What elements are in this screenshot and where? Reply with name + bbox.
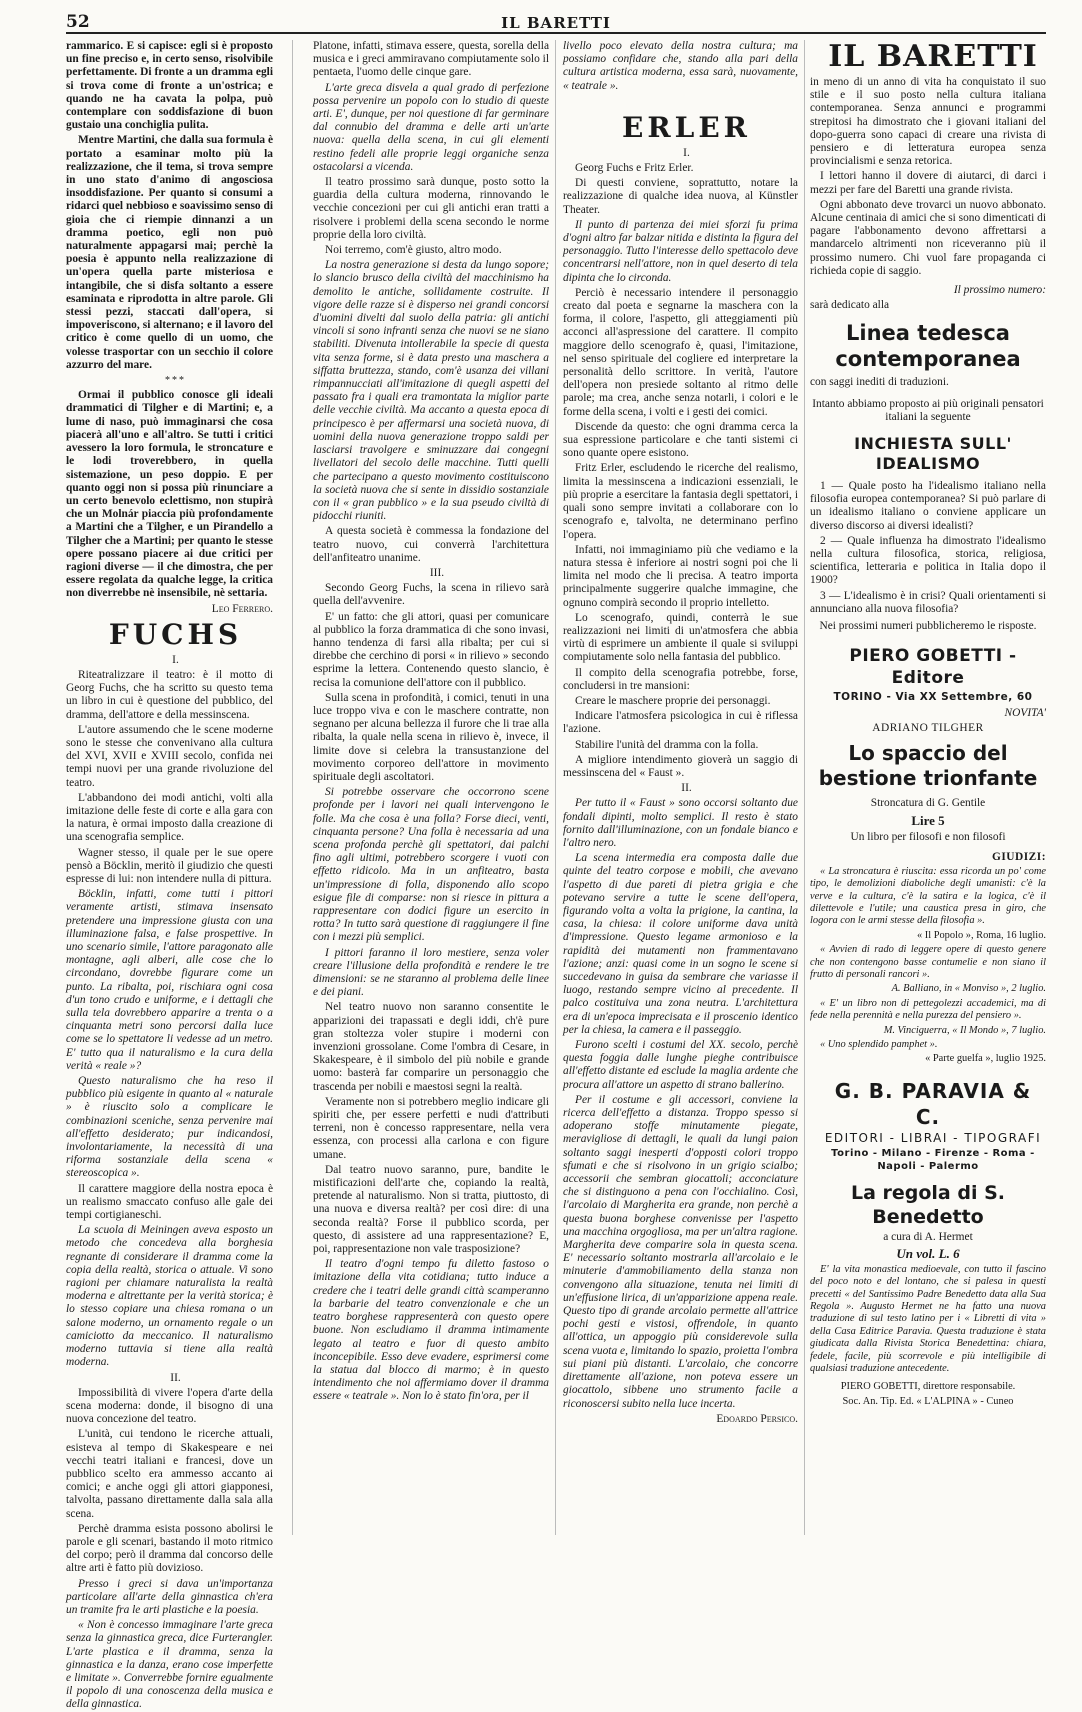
paravia-cities: Torino - Milano - Firenze - Roma - Napoli - Palermo — [831, 1148, 1035, 1173]
column-2 — [313, 40, 549, 1535]
paragraph: Discende da questo: che ogni dramma cerca la sua espressione particolare e che tanti sistemi ci sono quante opere esistono. — [563, 420, 798, 460]
review-source: « Il Popolo », Roma, 16 luglio. — [916, 929, 1046, 941]
quote-paragraph: L'arte greca disvela a qual grado di perfezione possa pervenire un popolo con lo studio di queste arti. E', dunque, per noi questione di far germinare dal connubio del dramma e delle arti un'arte nuova: quella della scena, in cui gli elementi restino fedeli alle proprie leggi organiche senza ostacolarsi a vicenda. — [313, 81, 549, 173]
signature: Leo Ferrero. — [211, 602, 273, 615]
paragraph: Dal teatro nuovo saranno, pure, bandite le mistificazioni dell'arte che, copiando la realtà, pretende al naturalismo. Non si tratta, piuttosto, di una nuova e diversa realtà? per così dire: di una seconda realtà? Forse il pubblico scorda, per questo, di assistere ad una rappresentazione? E, poi, rappresentazione non vale trasposizione? — [313, 1163, 549, 1256]
regola-title: La regola di S. Benedetto — [850, 1182, 1006, 1229]
linea-title: Linea tedesca contemporanea — [835, 321, 1021, 372]
paragraph: I lettori hanno il dovere di aiutarci, di darci i mezzi per fare del Baretti una grande rivista. — [810, 170, 1046, 196]
quote-paragraph: Böcklin, infatti, come tutti i pittori veramente artisti, stimava insensato pretendere una impressione giusta con una illuminazione falsa, e false prospettive. In uno scenario simile, l'attore paragonato alle montagne, agli alberi, alle cose che lo circondano, dovrebbe figurare come un punto. La ribalta, poi, rischiara ogni cosa d'un tono crudo e uniforme, e i dettagli che sulla tela dovrebbero apparire a trenta o a cinquanta metri sono percorsi dalla luce come se lo spettatore li vedesse ad un metro. E' tutto qua il naturalismo e la cura della verità « reale »? — [66, 888, 273, 1072]
regola-price: Un vol. L. 6 — [896, 1245, 960, 1261]
paragraph: Riteatralizzare il teatro: è il motto di Georg Fuchs, che ha scritto su questo tema un libro in cui è questione del pubblico, del dramma, dell'attore e della messinscena. — [66, 668, 273, 721]
paragraph: Stabilire l'unità del dramma con la folla. — [575, 738, 759, 751]
paragraph: Ogni abbonato deve trovarci un nuovo abbonato. Alcune centinaia di amici che si sono dimenticati di pagare l'abbonamento devono affrettarsi a mandarcelo altrimenti non riceveranno più il prossimo numero. Chi vuol fare propaganda ci richieda copie di saggio. — [810, 198, 1046, 277]
paragraph: Il compito della scenografia potrebbe, forse, concludersi in tre mansioni: — [563, 666, 798, 692]
section-number: I. — [172, 653, 179, 666]
paragraph: Platone, infatti, stimava essere, questa, sorella della musica e i greci ammiravano compiutamente solo il pentaeta, l'uomo delle cinque gare. — [313, 40, 549, 79]
novita-label: NOVITA' — [1004, 706, 1046, 719]
quote-paragraph: Per tutto il « Faust » sono occorsi soltanto due fondali dipinti, molto semplici. Il resto è stato fornito dall'illuminazione, con un fondale bianco e l'altro nero. — [563, 797, 798, 849]
quote-paragraph: Questo naturalismo che ha reso il pubblico più esigente in quanto al « naturale » è riuscito solo a complicare le combinazioni sceniche, senza pervenire mai all'effetto desiderato; pur indicandosi, involontariamente, la necessità di una riforma sostanziale della scena « stereoscopica ». — [66, 1075, 273, 1180]
paragraph: rammarico. E si capisce: egli si è proposto un fine preciso e, in certo senso, risolvibile perfettamente. Di fronte a un dramma egli si trova come di fronte a un'ostrica; e quando ne ha cavata la polpa, può contemplare con soddisfazione di buon gustaio una conchiglia pulita. — [66, 40, 273, 132]
paragraph: Di questi conviene, soprattutto, notare la realizzazione di qualche idea nuova, al Künstler Theater. — [563, 177, 798, 216]
paragraph: Impossibilità di vivere l'opera d'arte della scena moderna: donde, il bisogno di una nuova concezione del teatro. — [66, 1386, 273, 1426]
paragraph: Infatti, noi immaginiamo più che vediamo e la natura stessa è inferiore ai nostri sogni poi che li limita nel modo che li precisa. A teatro importa principalmente suggerire qualche immagine, che ognuno compirà secondo il proprio intelletto. — [563, 543, 798, 609]
section-title-fuchs: FUCHS — [108, 617, 243, 651]
author-name: ADRIANO TILGHER — [872, 721, 984, 734]
review-quote: « Uno splendido pamphet ». — [820, 1039, 938, 1050]
paragraph: A migliore intendimento gioverà un saggio di messinscena del « Faust ». — [563, 753, 798, 779]
price-note: Un libro per filosofi e non filosofi — [850, 831, 1006, 844]
paragraph: Fritz Erler, escludendo le ricerche del realismo, limita la messinscena a indicazioni essenziali, le più proprie a esercitare la fantasia degli spettatori, i quali sono sempre invitati a collaborare con lo scenografo e, talvolta, ne determinano perfino l'opera. — [563, 462, 798, 541]
review-quote: « E' un libro non di pettegolezzi accademici, ma di fede nella perennità e nella purezza del pensiero ». — [810, 997, 1046, 1022]
quote-paragraph: La scena intermedia era composta dalle due quinte del teatro corpose e mobili, che avevano l'aspetto di due pareti di pietra grigia e che potevano servire a tutte le scene dell'opera, figurando volta a volta la prigione, la cantina, la casa, la chiesa: il colore uniforme dava unità d'impressione. Questo legame armonioso e la rapidità dei mutamenti non frammentavano l'azione; anzi: quasi come in un sogno le scene si succedevano in guisa da sembrare che variasse il luogo, restando sempre vicino al precedente. Il palco costituiva una zona neutra. L'architettura era di un'epoca imprecisata e il proscenio identico per la chiesa, la camera e il passeggio. — [563, 852, 798, 1036]
review-quote: « La stroncatura è riuscita: essa ricorda un po' come tipo, le demolizioni diaboliche degli umanisti: c'è la verve e la cultura, c'è la satira e la logica, c'è il dilettevole e l'utile; una caustica presa in giro, che logora con le armi stesse della filosofia ». — [810, 865, 1046, 927]
regola-text: E' la vita monastica medioevale, con tutto il fascino del poco noto e del lontano, che si palesa in questi precetti « del Santissimo Padre Benedetto data alla Sua Regola ». Augusto Hermet ne ha fatto una nuova traduzione di sul testo latino per i « Libretti di vita » della Casa Editrice Paravia. Questa traduzione è stata giudicata dalla Rivista Storica Benedettina: chiara, fedele, facile, più scorrevole e più intelligibile di qualsiasi traduzione antecedente. — [810, 1263, 1046, 1375]
section-number: II. — [170, 1371, 181, 1384]
signature: Edoardo Persico. — [716, 1412, 798, 1425]
gobetti-address: TORINO - Via XX Settembre, 60 — [833, 691, 1033, 704]
paragraph: Wagner stesso, il quale per le sue opere pensò a Böcklin, meritò il giudizio che questi espresse di lui: non intendere nulla di pittura. — [66, 846, 273, 885]
section-number: III. — [429, 566, 445, 579]
column-4 — [810, 40, 1046, 1535]
question: 1 — Quale posto ha l'idealismo italiano nella filosofia europea contemporanea? Si può parlare di un idealismo italiano o conviene applicare un diverso discorso ai diversi idealisti? — [810, 480, 1046, 532]
gobetti-title: PIERO GOBETTI - Editore — [849, 646, 1017, 689]
spaccio-title: Lo spaccio del bestione trionfante — [818, 740, 1038, 790]
column-divider — [555, 40, 556, 1535]
paragraph: Secondo Georg Fuchs, la scena in rilievo sarà quella dell'avvenire. — [313, 582, 549, 608]
price: Lire 5 — [911, 813, 945, 829]
paragraph: E' un fatto: che gli attori, quasi per comunicare al pubblico la forza drammatica di che sono invasi, hanno tendenza di farsi alla ribalta; per cui si direbbe che cerchino di porsi « in rilievo » secondo esprime la lettera. Contenendo questo slancio, è recisa la comunione dell'attore con il pubblico. — [313, 610, 549, 689]
next-issue-text: sarà dedicato alla — [810, 299, 890, 312]
quote-paragraph: Furono scelti i costumi del XX. secolo, perchè questa foggia dalle lunghe pieghe contribuisce all'effetto distante ed esclude la maglia ardente che procura all'attore un aspetto di strano ballerino. — [563, 1039, 798, 1091]
paragraph: Georg Fuchs e Fritz Erler. — [575, 162, 694, 175]
linea-subtitle: con saggi inediti di traduzioni. — [810, 376, 949, 389]
paragraph: Lo scenografo, quindi, conterrà le sue realizzazioni nei limiti di un'atmosfera che abbia virtù di esprimere un ambiente il quale si sviluppi compiutamente solo nella fantasia del pubblico. — [563, 611, 798, 664]
paragraph: A questa società è commessa la fondazione del teatro nuovo, cui converrà l'architettura dell'anfiteatro unanime. — [313, 525, 549, 564]
paragraph: Noi terremo, com'è giusto, altro modo. — [325, 244, 502, 257]
paragraph: Sulla scena in profondità, i comici, tenuti in una luce troppo viva e con le maschere contratte, non segnano per alcuna bellezza il furore che li trae alla ribalta, la quale nella scena in rilievo è, invece, il limite dove si celebra la transustanzione del movimento corporeo dell'attore in movimento spirituale degli ascoltatori. — [313, 691, 549, 783]
section-number: I. — [683, 146, 690, 159]
paragraph: L'abbandono dei modi antichi, volti alla imitazione delle feste di corte e alla gara con la natura, è ormai imposto dalla creazione di una scenografia semplice. — [66, 791, 273, 844]
regola-subtitle: a cura di A. Hermet — [883, 1231, 973, 1244]
quote-paragraph: « Non è concesso immaginare l'arte greca senza la ginnastica greca, dice Furterangler. L'arte plastica e il dramma, senza la ginnastica e la danza, erano cose imperfette e limitate ». Converrebbe fornire egualmente il popolo di una conoscenza della musica e della ginnastica. — [66, 1619, 273, 1711]
question: 2 — Quale influenza ha dimostrato l'idealismo nella cultura filosofica, storica, religiosa, scientifica, letteraria e politica in Italia dopo il 1900? — [810, 534, 1046, 587]
quote-paragraph: I pittori faranno il loro mestiere, senza voler creare l'illusione della profondità e rendere le tre dimensioni: se ne staranno al problema delle linee e dei piani. — [313, 946, 549, 999]
section-title-erler: ERLER — [622, 110, 751, 144]
quote-paragraph: La nostra generazione si desta da lungo sopore; lo slancio brusco della civiltà del macchinismo ha demolito le antiche, sollidamente costruite. Il vigore delle razze si è disperso nei grandi concorsi d'uomini divelti dal suolo della patria: gli antichi vincoli si sono infranti senza che nuovi se ne siano stabiliti. Divenuta intollerabile la specie di questa vita senza forme, si è data presto una maschera a siffatta bruttezza, stando, com'è usanza dei villani rimpannucciati all'imitazione di quegli aspetti del passato fra i quali era tramontata la miglior parte delle vecchie civiltà. Ma accanto a questa epoca di principesco è per affermarsi una società nuova, di uomini della nuova generazione troppo saldi per lasciarsi travolgere e sminuzzare dai congegni livellatori del secolo delle macchine. Tutti quelli che partecipano a questo movimento costituiscono la società nuova che si sente in dissidio sostanziale con il « gran pubblico » e la sua pseudo civiltà di pidocchi riuniti. — [313, 259, 549, 523]
running-title: IL BARETTI — [501, 14, 611, 32]
column-divider — [804, 40, 805, 1535]
giudizi-label: GIUDIZI: — [991, 850, 1046, 863]
separator-stars: *** — [165, 375, 186, 387]
paravia-subtitle: EDITORI - LIBRAI - TIPOGRAFI — [824, 1130, 1042, 1145]
quote-paragraph: La scuola di Meiningen aveva esposto un metodo che concedeva alla borghesia regnante di considerare il dramma come la copia della realtà, storica o attuale. Vi sono ragioni per chiamare naturalista la realtà moderna e altrettante per la verità storica; è lo stesso copiare una chiesa romana o un salone moderno, un ornamento regale o un camiciotto da meccanico. Il naturalismo moderno tuttavia si tiene alla realtà moderna. — [66, 1224, 273, 1369]
paragraph: Mentre Martini, che dalla sua formula è portato a esaminar molto più la realizzazione, che il tema, si trova sempre in uno stato d'animo di angosciosa insoddisfazione. Per quanto si consumi a ridarci quel nebbioso e soavissimo senso di gioia che ci riempie dinnanzi a un dramma poetico, egli non può naturalmente appagarsi mai; perchè la poesia è appunto nella realizzazione di un'opera quella parte misteriosa e intangibile, che si disfa soltanto a essere esaminata e riprodotta in altre parole. Gli stessi pezzi, staccati dall'opera, si impoveriscono, si alternano; e il lavoro del critico è come quello di un uomo, che volesse trasportar con un secchio il colore azzurro del mare. — [66, 134, 273, 371]
answers-note: Nei prossimi numeri pubblicheremo le risposte. — [819, 620, 1037, 633]
review-source: « Parte guelfa », luglio 1925. — [925, 1053, 1046, 1065]
page-header — [66, 6, 1046, 34]
paragraph: Creare le maschere proprie dei personaggi. — [575, 694, 771, 707]
column-1 — [66, 40, 273, 1711]
next-issue-label: Il prossimo numero: — [953, 284, 1046, 297]
quote-paragraph: Il teatro d'ogni tempo fu diletto fastoso o imitazione della vita cotidiana; tutto induce a credere che i teatri delle grandi città scamperanno la barbarie del teatro convenzionale e che un teatro borghese rappresenterà con questo opere buone. Non escludiamo il dramma intimamente legato al teatro e fuor di questo ambito inconcepibile. Esso deve evadere, esprimersi come la statua dal blocco di marmo; è in questo intendimento che noi affermiamo dover il dramma essere « teatrale ». Non lo è stato fin'ora, per il — [313, 1258, 549, 1403]
review-quote: « Avvien di rado di leggere opere di questo genere che non contengono basse contumelie e non siano il frutto di personali rancori ». — [810, 944, 1046, 980]
paravia-title: G. B. PARAVIA & C. — [834, 1078, 1032, 1129]
paragraph: Intanto abbiamo proposto ai più originali pensatori italiani la seguente — [812, 397, 1044, 423]
paragraph: Il carattere maggiore della nostra epoca è un realismo smaccato confuso alle gale dei tempi cortigianeschi. — [66, 1182, 273, 1222]
column-divider — [292, 40, 293, 1535]
paragraph: L'unità, cui tendono le ricerche attuali, esisteva al tempo di Skakespeare e nei vecchi teatri italiani e francesi, dove un pubblico scelto era ammesso accanto ai comici; e anche oggi gli attori giapponesi, talvolta, passano direttamente dalla sala alla scena. — [66, 1428, 273, 1520]
review-source: M. Vinciguerra, « Il Mondo », 7 luglio. — [883, 1024, 1046, 1036]
quote-paragraph: Il punto di partenza dei miei sforzi fu prima d'ogni altro far balzar nitida e distinta la figura del personaggio. Tutto l'interesse dello spettacolo deve concentrarsi nell'attore, non in quel deserto di tela dipinta che lo circonda. — [563, 218, 798, 284]
paragraph: Veramente non si potrebbero meglio indicare gli spiriti che, per essere perfetti e nudi d'attributi terreni, non è concesso rappresentare, nella vera essenza, con processi alla carlona e con figure umane. — [313, 1095, 549, 1161]
paragraph: Ormai il pubblico conosce gli ideali drammatici di Tilgher e di Martini; e, a lume di naso, può immaginarsi che cosa piacerà all'uno e all'altro. Se tutti i critici avessero la loro formula, le stroncature e le lodi troverebbero, in quella sistemazione, un peso doppio. E per quanto oggi non si possa più rinunciare a un certo benevolo eclettismo, non stupirà che un Molnár piaccia più profondamente a Martini che a Tilgher, e un Pirandello a Tilgher che a Martini; per quanto le stesse opere possano piacere ai due critici per ragioni diverse — il che dimostra, che per essere regolata da qualche legge, la critica non diverrebbe nè insensibile, nè settaria. — [66, 389, 273, 600]
paragraph: L'autore assumendo che le scene moderne sono le stesse che convenivano alla cultura del XVI, XVII e XVIII secolo, confida nei tempi nuovi per una grande rivoluzione del teatro. — [66, 723, 273, 789]
baretti-title: IL BARETTI — [828, 39, 1038, 74]
paragraph: Nel teatro nuovo non saranno consentite le apparizioni dei trapassati e degli iddi, ch'è pure gran stoltezza voler stupire i moderni con invenzioni grossolane. Come l'ombra di Cesare, in Skakespeare, è il simbolo del più nobile e grande uomo: basterà far comparire un personaggio che trascenda per nobili e maestosi segni la realtà. — [313, 1001, 549, 1093]
quote-paragraph: Si potrebbe osservare che occorrono scene profonde per i lavori nei quali intervengono le folle. Ma che cosa è una folla? Forse dieci, venti, cinquanta persone? Una folla è necessaria ad una scena profonda perchè gli spettatori, dai palchi fino agli ultimi, potrebbero scorgere i vuoti con effetto ridicolo. Ma in un anfiteatro, basta un'impressione di folla, disponendo allo scopo esigue file di comparse: non si riesce in pittura a rappresentare con dodici figure un esercito in rotta? In tutto sarà questione di raggiungere il fine con i mezzi più semplici. — [313, 786, 549, 944]
spaccio-subtitle: Stroncatura di G. Gentile — [870, 796, 986, 809]
section-number: II. — [681, 782, 692, 795]
paragraph: in meno di un anno di vita ha conquistato il suo stile e il suo posto nella cultura italiana contemporanea. Senza annunci e programmi strepitosi ha dimostrato che i giovani italiani del dopo-guerra sono capaci di creare una rivista di pensiero e di letteratura europea senza provincialismi e senza retorica. — [810, 76, 1046, 168]
printer-line: Soc. An. Tip. Ed. « L'ALPINA » - Cuneo — [842, 1395, 1014, 1407]
director-line: PIERO GOBETTI, direttore responsabile. — [840, 1381, 1016, 1393]
quote-paragraph: Per il costume e gli accessori, conviene la ricerca dell'effetto a distanza. Troppo spesso si adoperano stoffe minutamente piegate, meravigliose di dettagli, le quali da lungi paion soltanto saggi inesperti d'opposti colori troppo sfumati e che si risolvono in un grigio scialbo; accessorii che sembran giocattoli; acconciature che si distinguono a pena con l'occhialino. Così, l'arcolaio di Margherita era grande, non perchè a questa buona borghese convenisse per l'aspetto una macchina orgogliosa, ma per un'altra ragione. Margherita deve comparire sola in questa scena. E' necessario soltanto mostrarla all'arcolaio e le minuterie d'ammobiliamento della stanza non convengono alla situazione, tenuta nei limiti di un'effusione lirica, di un'apparizione appena reale. Questo tipo di grande arcolaio permette all'attrice pochi gesti e vistosi, offrendole, in quanto all'ottica, un appoggio più considerevole sulla scena vuota e, limitando lo spazio, proietta l'ombra sui piani più distanti. L'arcolaio, che concorre direttamente all'azione, non poteva essere un giocattolo, sibbene uno strumento facile a riconoscersi subito nella luce incerta. — [563, 1093, 798, 1410]
review-source: A. Balliano, in « Monviso », 2 luglio. — [891, 983, 1046, 995]
page-number: 52 — [66, 12, 90, 32]
question: 3 — L'idealismo è in crisi? Quali orientamenti si annunciano alla nuova filosofia? — [810, 589, 1046, 615]
paragraph: Il teatro prossimo sarà dunque, posto sotto la guardia della cultura moderna, rinnovando le vecchie concezioni per cui gli antichi eran tratti a risolvere i problemi della scena secondo le norme proprie della loro civiltà. — [313, 176, 549, 241]
paragraph: Indicare l'atmosfera psicologica in cui è riflessa l'azione. — [563, 710, 798, 736]
column-3 — [563, 40, 798, 1535]
inchiesta-title: INCHIESTA SULL' IDEALISMO — [854, 434, 1012, 474]
paragraph: Perciò è necessario intendere il personaggio creato dal poeta e segnarne la maschera con la forma, il colore, l'aspetto, gli atteggiamenti più acconci all'aspressione del carattere. Il compito maggiore dello scenografo è, quasi, l'imitazione, nel senso spirituale del cogliere ed interpretare la personalità dello scrittore. In verità, l'autore dell'opera non presiede soltanto al ritmo delle parole; ma crea, anche senza notarli, i colori e le forme della scena, i volti e i gesti dei comici. — [563, 286, 798, 418]
paragraph: Perchè dramma esista possono abolirsi le parole e gli scenari, bastando il moto ritmico del corpo; però il dramma dal concorso delle altre arti è fatto più dovizioso. — [66, 1522, 273, 1575]
quote-paragraph: livello poco elevato della nostra cultura; ma possiamo confidare che, stando alla pari della cultura artistica moderna, essa sarà, nuovamente, « teatrale ». — [563, 40, 798, 92]
quote-paragraph: Presso i greci si dava un'importanza particolare all'arte della ginnastica ch'era un tramite fra le arti plastiche e la poesia. — [66, 1577, 273, 1616]
